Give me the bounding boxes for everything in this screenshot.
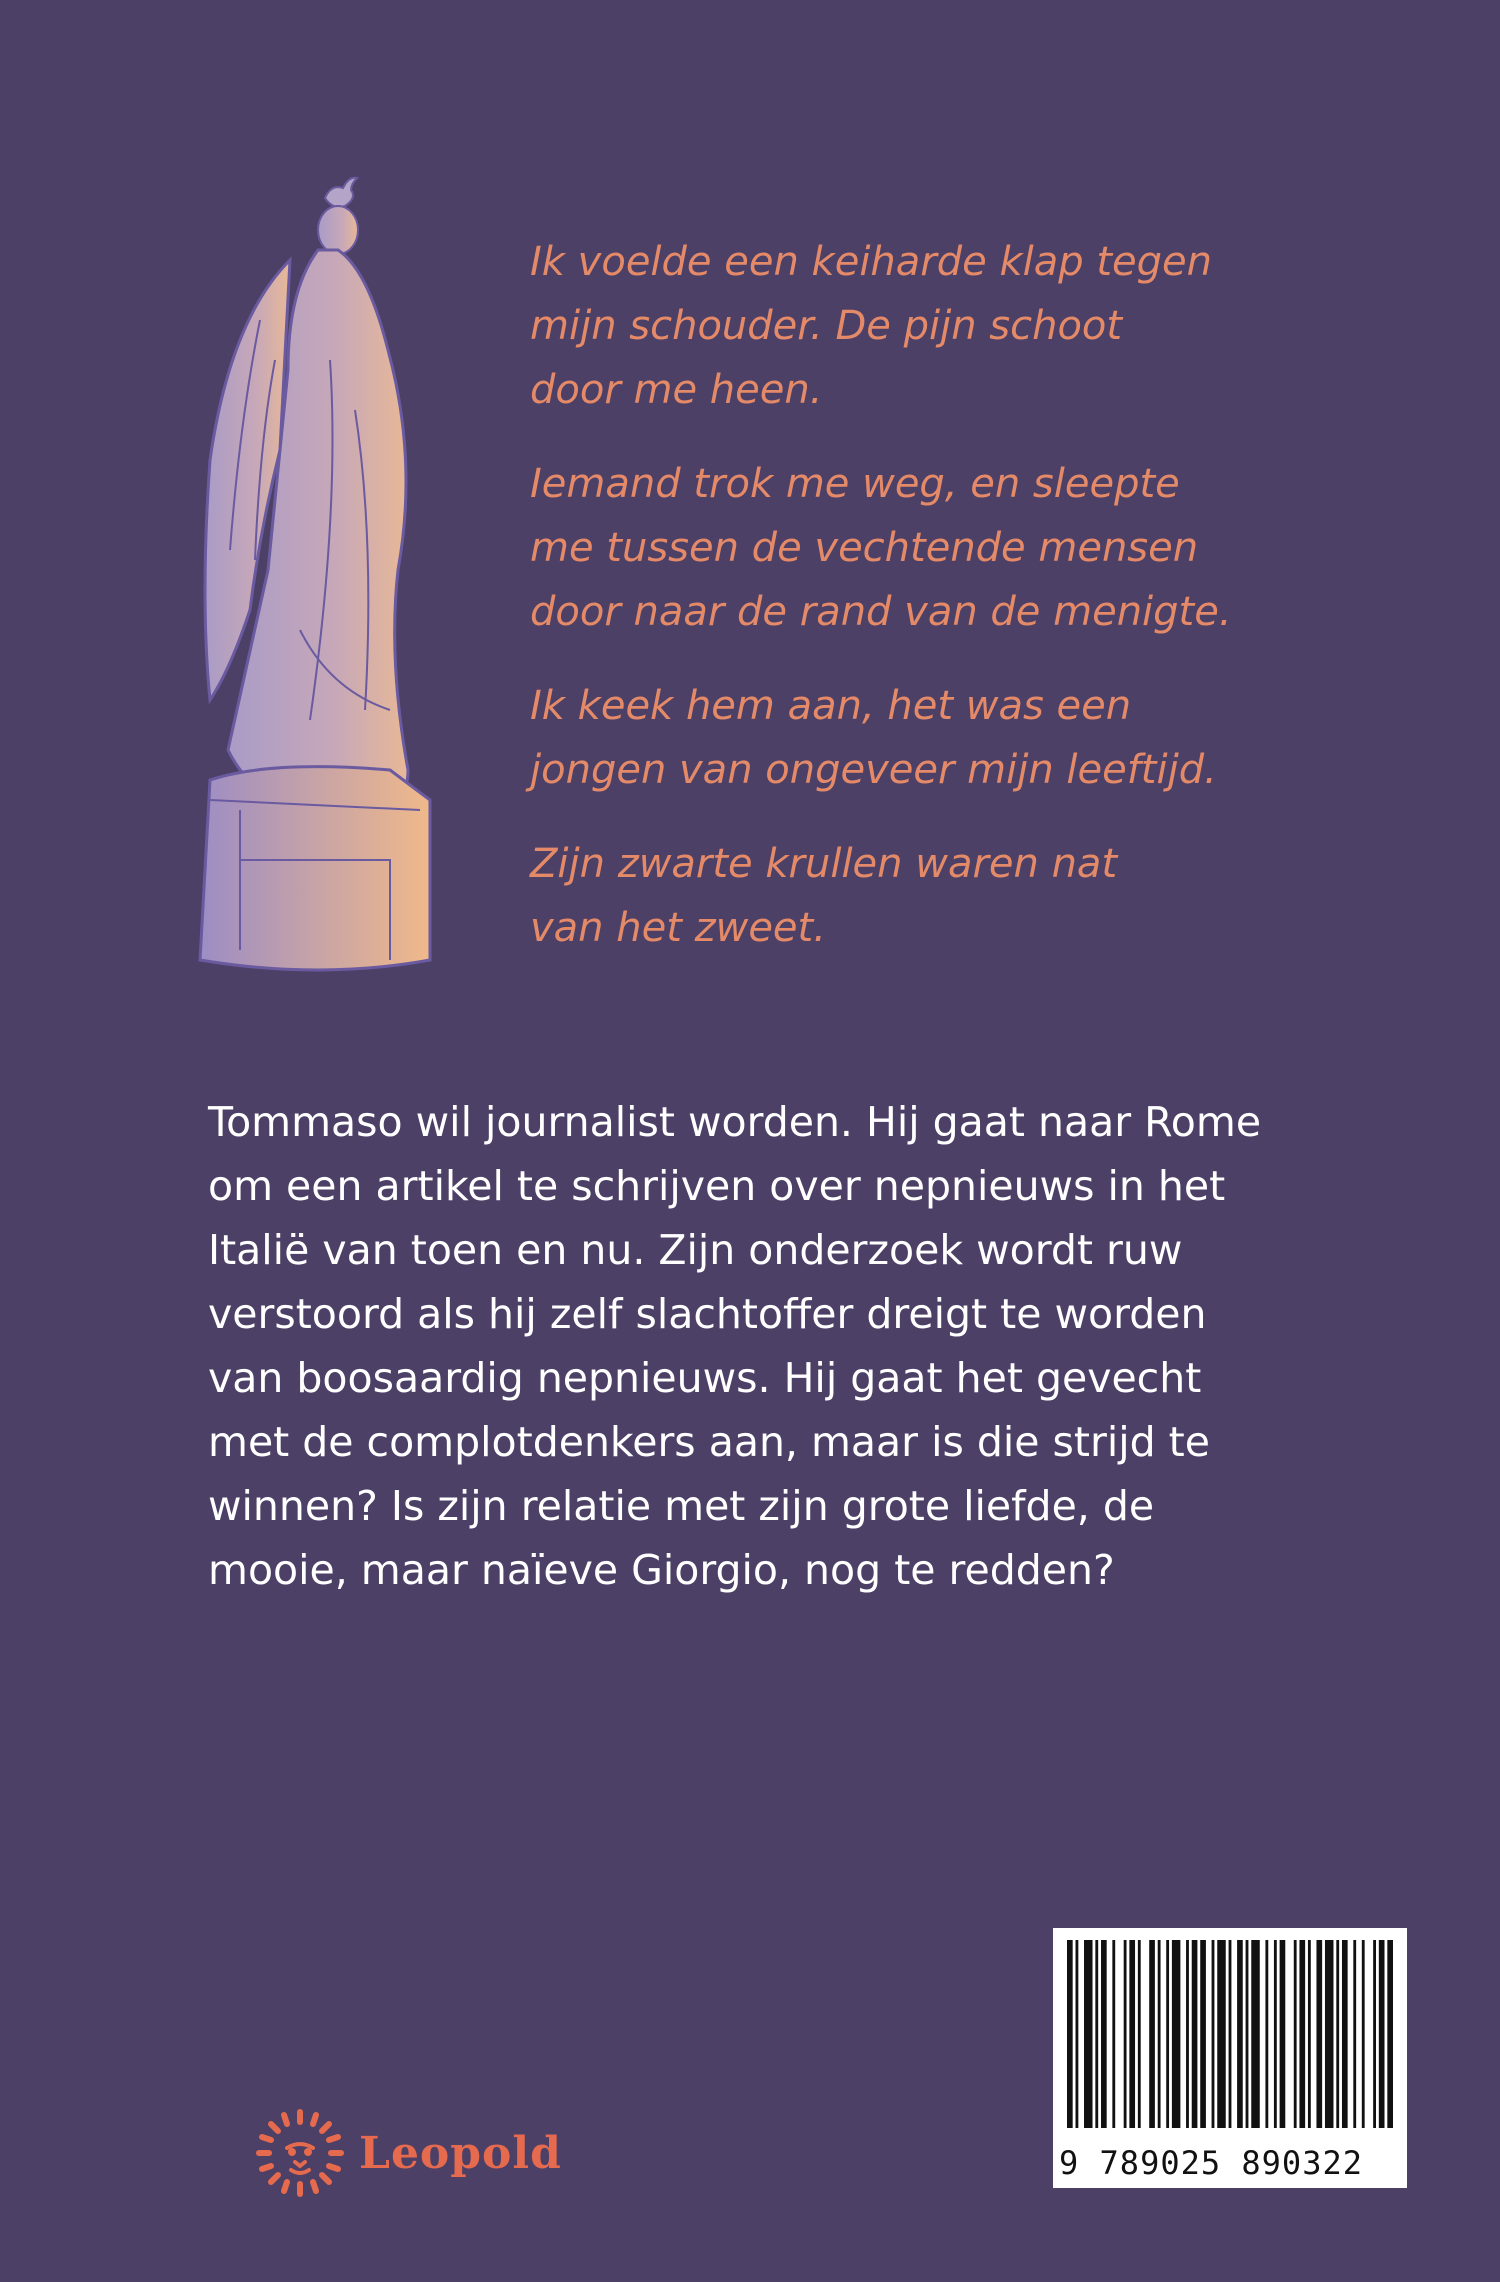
barcode-bar: [1265, 1940, 1268, 2128]
blurb-line: winnen? Is zijn relatie met zijn grote liefde, de: [208, 1482, 1155, 1530]
barcode-bar: [1217, 1940, 1226, 2128]
barcode-bar: [1076, 1940, 1079, 2128]
barcode-bar: [1158, 1940, 1161, 2128]
barcode-bar: [1067, 1940, 1073, 2128]
barcode-bar: [1336, 1940, 1339, 2128]
excerpt-line: van het zweet.: [530, 905, 826, 951]
excerpt-paragraph: [530, 452, 1410, 644]
isbn-number: 9 789025 890322: [1059, 2144, 1363, 2182]
barcode-bar: [1280, 1940, 1286, 2128]
barcode-bar: [1316, 1940, 1322, 2128]
blurb-line: Italië van toen en nu. Zijn onderzoek wordt ruw: [208, 1226, 1183, 1274]
blurb-line: mooie, maar naïeve Giorgio, nog te redden?: [208, 1546, 1115, 1594]
publisher-name: Leopold: [359, 2127, 562, 2179]
barcode-bar: [1299, 1940, 1305, 2128]
barcode-bar: [1237, 1940, 1243, 2128]
excerpt-line: Iemand trok me weg, en sleepte: [530, 461, 1180, 507]
barcode-bar: [1186, 1940, 1189, 2128]
barcode-bar: [1308, 1940, 1311, 2128]
excerpt-paragraph: [530, 230, 1410, 422]
barcode-bar: [1129, 1940, 1135, 2128]
blurb-line: Tommaso wil journalist worden. Hij gaat naar Rome: [208, 1098, 1262, 1146]
barcode-bar: [1373, 1940, 1376, 2128]
excerpt-paragraph: [530, 832, 1410, 960]
barcode-bar: [1149, 1940, 1155, 2128]
barcode-bar: [1353, 1940, 1356, 2128]
lion-sun-icon: [255, 2108, 345, 2198]
barcode-bar: [1124, 1940, 1127, 2128]
barcode-bar: [1212, 1940, 1215, 2128]
excerpt-line: door naar de rand van de menigte.: [530, 589, 1232, 635]
barcode-bar: [1200, 1940, 1206, 2128]
barcode-bar: [1387, 1940, 1393, 2128]
excerpt-line: door me heen.: [530, 367, 823, 413]
barcode-bar: [1251, 1940, 1260, 2128]
barcode-bar: [1246, 1940, 1249, 2128]
barcode-bar: [1084, 1940, 1093, 2128]
isbn-barcode: [1053, 1928, 1407, 2188]
blurb-line: van boosaardig nepnieuws. Hij gaat het gevecht: [208, 1354, 1202, 1402]
blurb-line: om een artikel te schrijven over nepnieuws in het: [208, 1162, 1226, 1210]
barcode-bar: [1192, 1940, 1198, 2128]
excerpt-line: jongen van ongeveer mijn leeftijd.: [530, 747, 1217, 793]
excerpt-line: Ik voelde een keiharde klap tegen: [530, 239, 1212, 285]
barcode-bar: [1325, 1940, 1334, 2128]
barcode-bar: [1101, 1940, 1107, 2128]
barcode-bar: [1274, 1940, 1277, 2128]
blurb-line: met de complotdenkers aan, maar is die strijd te: [208, 1418, 1210, 1466]
barcode-bar: [1095, 1940, 1098, 2128]
barcode-bar: [1166, 1940, 1169, 2128]
barcode-bar: [1138, 1940, 1141, 2128]
barcode-bar: [1379, 1940, 1385, 2128]
barcode-bar: [1294, 1940, 1297, 2128]
barcode-bar: [1362, 1940, 1365, 2128]
barcode-bar: [1172, 1940, 1181, 2128]
excerpt-line: Ik keek hem aan, het was een: [530, 683, 1132, 729]
angel-statue-illustration: [180, 160, 460, 980]
book-blurb: [208, 1090, 1368, 1602]
barcode-bar: [1112, 1940, 1115, 2128]
barcode-bars: [1067, 1940, 1393, 2128]
excerpt-paragraph: [530, 674, 1410, 802]
barcode-bar: [1342, 1940, 1348, 2128]
excerpt-quote: [530, 230, 1410, 990]
publisher-logo: [255, 2108, 562, 2198]
blurb-line: verstoord als hij zelf slachtoffer dreigt te worden: [208, 1290, 1207, 1338]
excerpt-line: me tussen de vechtende mensen: [530, 525, 1199, 571]
excerpt-line: mijn schouder. De pijn schoot: [530, 303, 1123, 349]
excerpt-line: Zijn zwarte krullen waren nat: [530, 841, 1118, 887]
barcode-bar: [1229, 1940, 1232, 2128]
